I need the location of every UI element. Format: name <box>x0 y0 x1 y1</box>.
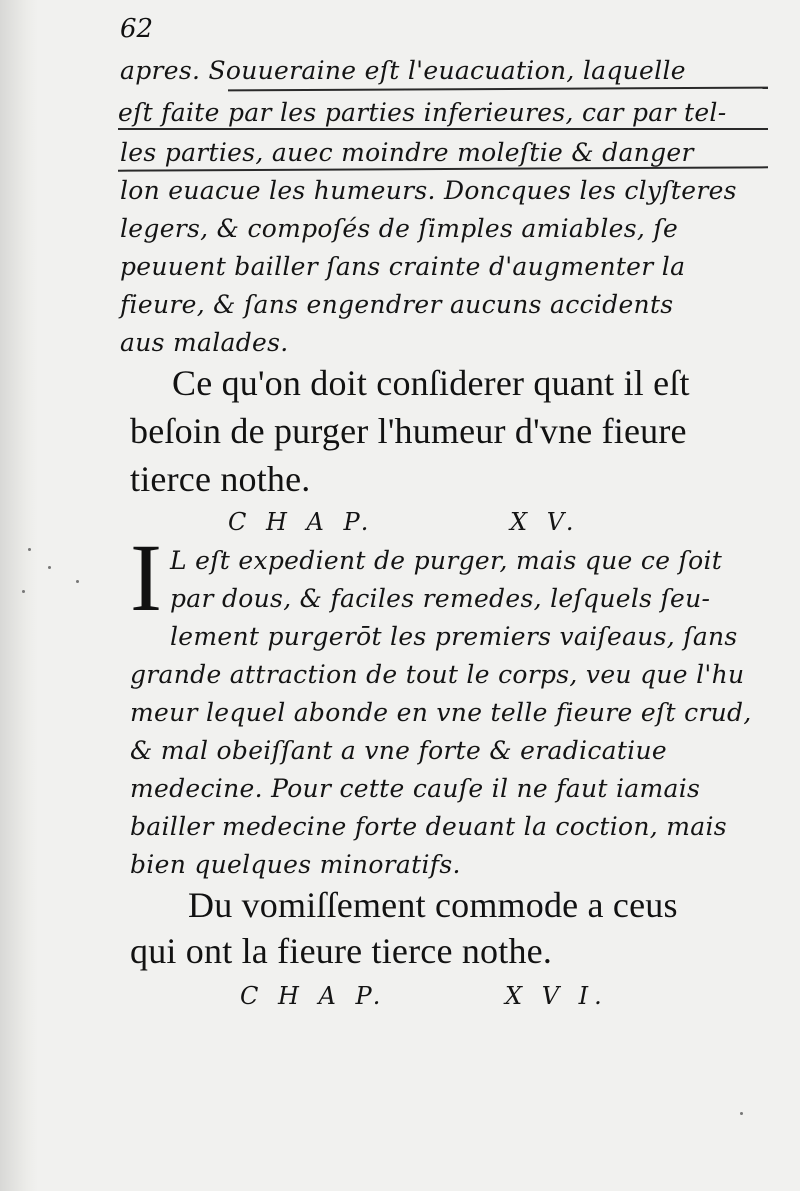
text-line: eſt faite par les parties inferieures, car par tel- <box>118 98 727 127</box>
text-line: apres. Souueraine eſt l'euacuation, laquelle <box>120 56 686 85</box>
chapter-title-line: Du vomiſſement commode a ceus <box>188 885 678 925</box>
text-line: bien quelques minoratifs. <box>130 850 461 879</box>
scan-speck <box>76 580 79 583</box>
text-line: bailler medecine forte deuant la coction, mais <box>130 812 727 841</box>
text-line: meur lequel abonde en vne telle fieure eſt crud, <box>130 698 752 727</box>
text-line: les parties, auec moindre moleſtie & danger <box>120 138 694 167</box>
text-line: medecine. Pour cette cauſe il ne faut iamais <box>130 774 701 803</box>
chapter-number: X V I. <box>505 982 608 1010</box>
chapter-title-line: beſoin de purger l'humeur d'vne fieure <box>130 411 687 451</box>
chapter-title-line: qui ont la fieure tierce nothe. <box>130 931 553 971</box>
scan-speck <box>28 548 31 551</box>
scan-speck <box>740 1112 743 1115</box>
ink-underline <box>118 128 768 130</box>
text-line: fieure, & ſans engendrer aucuns accidents <box>120 290 674 319</box>
chapter-title-line: tierce nothe. <box>130 459 311 499</box>
scan-speck <box>48 566 51 569</box>
ink-underline <box>118 166 768 171</box>
page-gutter <box>0 0 38 1191</box>
text-line: par dous, & faciles remedes, leſquels ſeu- <box>170 584 711 613</box>
text-line: grande attraction de tout le corps, veu que l'hu <box>130 660 745 689</box>
text-line: aus malades. <box>120 328 289 357</box>
ink-underline <box>228 87 768 92</box>
text-line: peuuent bailler ſans crainte d'augmenter la <box>120 252 686 281</box>
page-number: 62 <box>120 14 154 44</box>
chapter-title-line: Ce qu'on doit conſiderer quant il eſt <box>172 363 690 403</box>
drop-cap: I <box>130 524 162 631</box>
chapter-label: C H A P. <box>228 508 375 536</box>
chapter-number: X V. <box>510 508 580 536</box>
text-line: lement purgerōt les premiers vaiſeaus, ſans <box>170 622 738 651</box>
text-line: & mal obeiſſant a vne forte & eradicatiue <box>130 736 667 765</box>
text-line: lon euacue les humeurs. Doncques les clyſteres <box>120 176 737 205</box>
chapter-label: C H A P. <box>240 982 387 1010</box>
scan-speck <box>22 590 25 593</box>
text-line: L eſt expedient de purger, mais que ce ſoit <box>170 546 723 575</box>
text-line: legers, & compoſés de ſimples amiables, ſe <box>120 214 679 243</box>
